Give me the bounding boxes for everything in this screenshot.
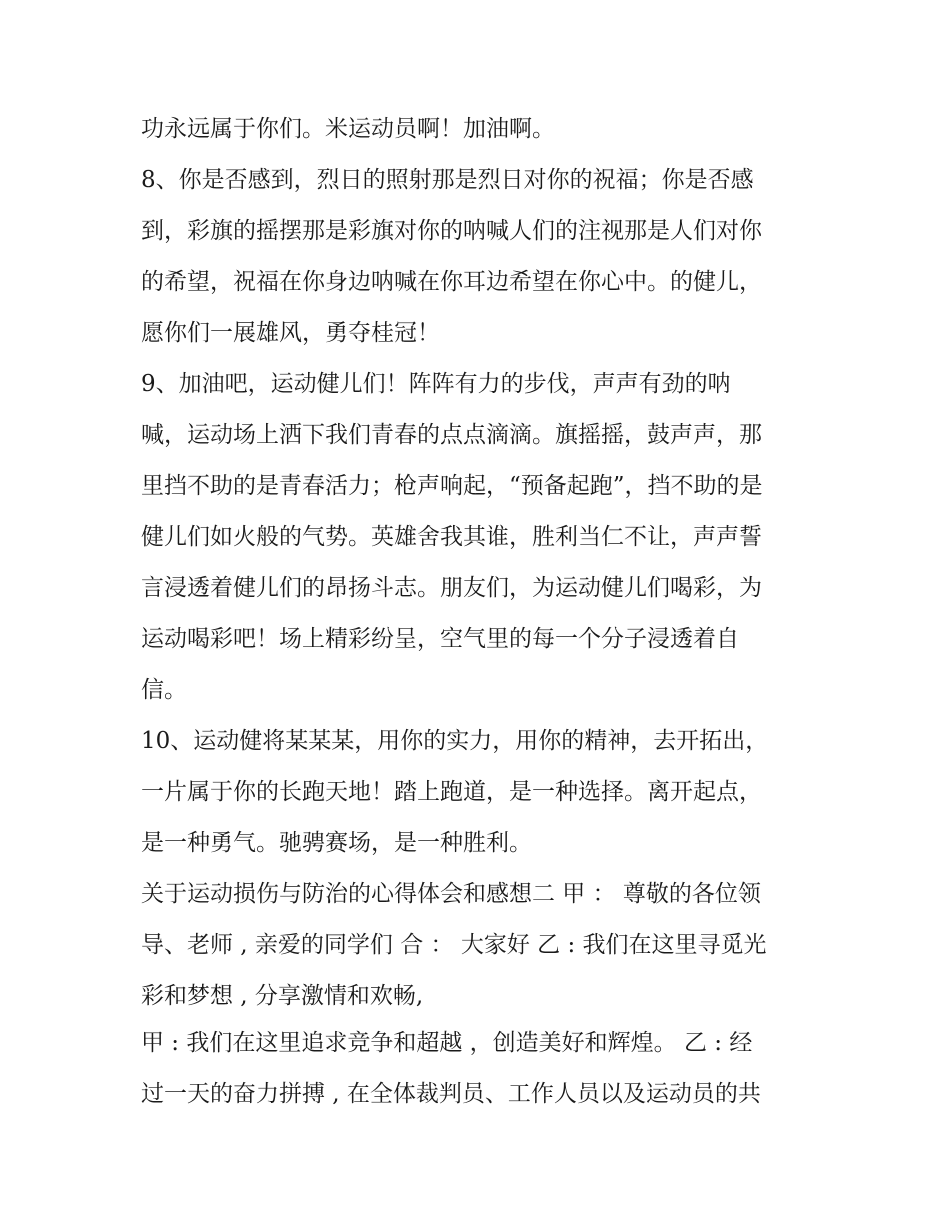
text-line: 一片属于你的长跑天地！踏上跑道，是一种选择。离开起点， [141,779,762,805]
text-line: 9、加油吧，运动健儿们！阵阵有力的步伐，声声有劲的呐 [141,371,731,397]
text-line: 运动喝彩吧！场上精彩纷呈，空气里的每一个分子浸透着自 [141,626,739,652]
text-line: 是一种勇气。驰骋赛场，是一种胜利。 [141,830,532,856]
text-line: 甲 : 我们在这里追求竞争和超越 ，创造美好和辉煌。 乙 : 经 [141,1030,753,1056]
text-line: 导、老师 , 亲爱的同学们 合 ： 大家好 乙 : 我们在这里寻觅光 [141,932,767,958]
text-line: 8、你是否感到，烈日的照射那是烈日对你的祝福；你是否感 [141,167,754,193]
text-line: 到，彩旗的摇摆那是彩旗对你的呐喊人们的注视那是人们对你 [141,218,762,244]
document-body [141,112,821,1128]
text-line: 关于运动损伤与防治的心得体会和感想二 甲 ： 尊敬的各位领 [141,881,761,907]
text-line: 言浸透着健儿们的昂扬斗志。朋友们，为运动健儿们喝彩，为 [141,575,762,601]
text-line: 过一天的奋力拼搏 , 在全体裁判员、工作人员以及运动员的共 [141,1081,761,1107]
text-line: 里挡不助的是青春活力；枪声响起，“预备起跑”，挡不助的是 [141,473,763,499]
text-line: 信。 [141,677,187,703]
text-line: 喊，运动场上洒下我们青春的点点滴滴。旗摇摇，鼓声声，那 [141,422,762,448]
text-line: 的希望，祝福在你身边呐喊在你耳边希望在你心中。的健儿， [141,269,762,295]
text-line: 10、运动健将某某某，用你的实力，用你的精神，去开拓出， [141,728,769,754]
text-line: 彩和梦想 , 分享激情和欢畅, [141,983,424,1009]
text-line: 健儿们如火般的气势。英雄舍我其谁，胜利当仁不让，声声誓 [141,524,762,550]
text-line: 功永远属于你们。米运动员啊！加油啊。 [141,116,555,142]
text-line: 愿你们一展雄风，勇夺桂冠！ [141,320,440,346]
